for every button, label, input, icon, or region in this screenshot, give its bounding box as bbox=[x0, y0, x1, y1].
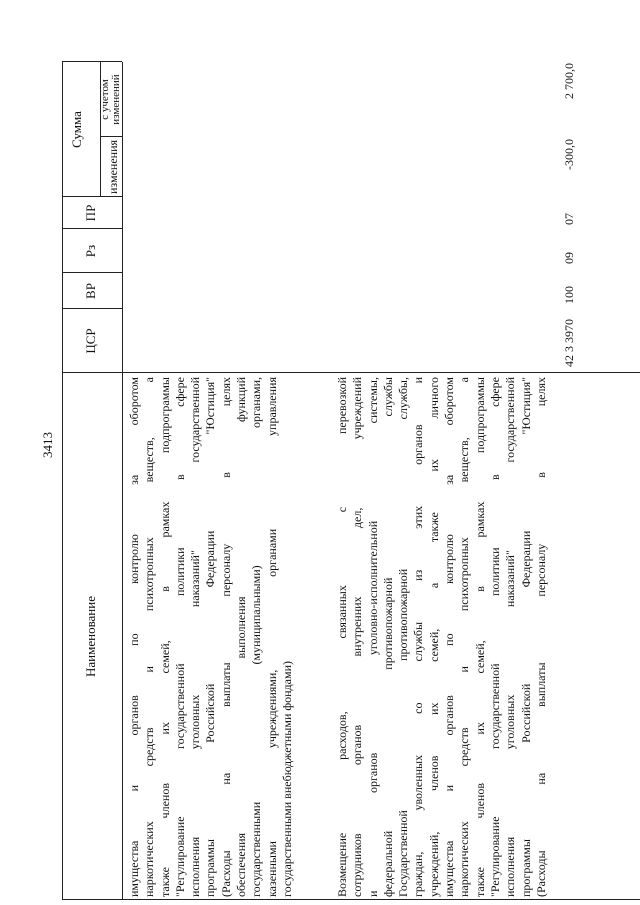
page-number: 3413 bbox=[40, 432, 55, 458]
row-2-line: (Расходы на выплаты персоналу в целях bbox=[533, 377, 548, 897]
header-sum: Сумма bbox=[69, 111, 84, 148]
row-2-line: также членов их семей, в рамках подпрограммы bbox=[472, 377, 487, 897]
header-change: изменения bbox=[106, 139, 120, 195]
row-2-line: "Регулирование государственной политики в сфере bbox=[487, 377, 502, 897]
header-name: Наименование bbox=[83, 596, 98, 677]
row-2-line: исполнения уголовных наказаний" государственной bbox=[503, 377, 518, 897]
row-2-name bbox=[335, 377, 549, 897]
header-vr: ВР bbox=[83, 283, 98, 299]
row-2-line: и органов уголовно-исполнительной системы, bbox=[365, 377, 380, 897]
row-1-line: государственными внебюджетными фондами) bbox=[279, 660, 294, 897]
table-left-border bbox=[62, 899, 640, 900]
row-2-line: Государственной противопожарной службы, bbox=[396, 377, 411, 897]
table-top-border bbox=[62, 62, 63, 900]
header-with-changes-line1: с учетом bbox=[99, 79, 111, 120]
row-2-rz: 09 bbox=[562, 252, 576, 264]
row-1-line: также членов их семей, в рамках подпрограммы bbox=[157, 377, 172, 897]
row-1-line: "Регулирование государственной политики в сфере bbox=[172, 377, 187, 897]
header-rz: Рз bbox=[83, 244, 98, 258]
col-sep-name-csr bbox=[62, 372, 640, 373]
row-1-line: программы Российской Федерации "Юстиция" bbox=[203, 377, 218, 897]
row-2-line: граждан, уволенных со службы из этих органов и bbox=[411, 377, 426, 897]
row-2-csr: 42 3 3970 bbox=[562, 319, 576, 367]
row-1-line: исполнения уголовных наказаний" государственной bbox=[188, 377, 203, 897]
row-1-line: государственными (муниципальными) органами, bbox=[249, 377, 264, 897]
row-2-line: наркотических средств и психотропных веществ, а bbox=[457, 377, 472, 897]
row-2-vr: 100 bbox=[562, 286, 576, 304]
header-with-changes bbox=[100, 62, 122, 137]
header-pr: ПР bbox=[83, 204, 98, 222]
row-1-line: (Расходы на выплаты персоналу в целях bbox=[218, 377, 233, 897]
row-2-line: имущества и органов по контролю за оборотом bbox=[442, 377, 457, 897]
row-2-line: учреждений, членов их семей, а также их личного bbox=[426, 377, 441, 897]
row-2-pr: 07 bbox=[562, 213, 576, 225]
header-bottom-border bbox=[122, 62, 123, 900]
row-1-name bbox=[127, 377, 295, 897]
row-2-change: -300,0 bbox=[562, 139, 576, 170]
row-2-line: федеральной противопожарной службы bbox=[380, 377, 395, 897]
row-1-line: имущества и органов по контролю за оборотом bbox=[127, 377, 141, 897]
row-1-line: казенными учреждениями, органами управления bbox=[264, 377, 279, 897]
row-1-line: обеспечения выполнения функций bbox=[234, 377, 249, 897]
row-2-line: Возмещение расходов, связанных с перевозкой bbox=[335, 377, 349, 897]
row-2-line: программы Российской Федерации "Юстиция" bbox=[518, 377, 533, 897]
header-with-changes-line2: изменений bbox=[110, 74, 122, 125]
row-2-line: сотрудников органов внутренних дел, учреждений bbox=[350, 377, 365, 897]
row-2-with-changes: 2 700,0 bbox=[562, 63, 576, 99]
header-csr: ЦСР bbox=[83, 328, 98, 354]
row-1-line: наркотических средств и психотропных веществ, а bbox=[142, 377, 157, 897]
